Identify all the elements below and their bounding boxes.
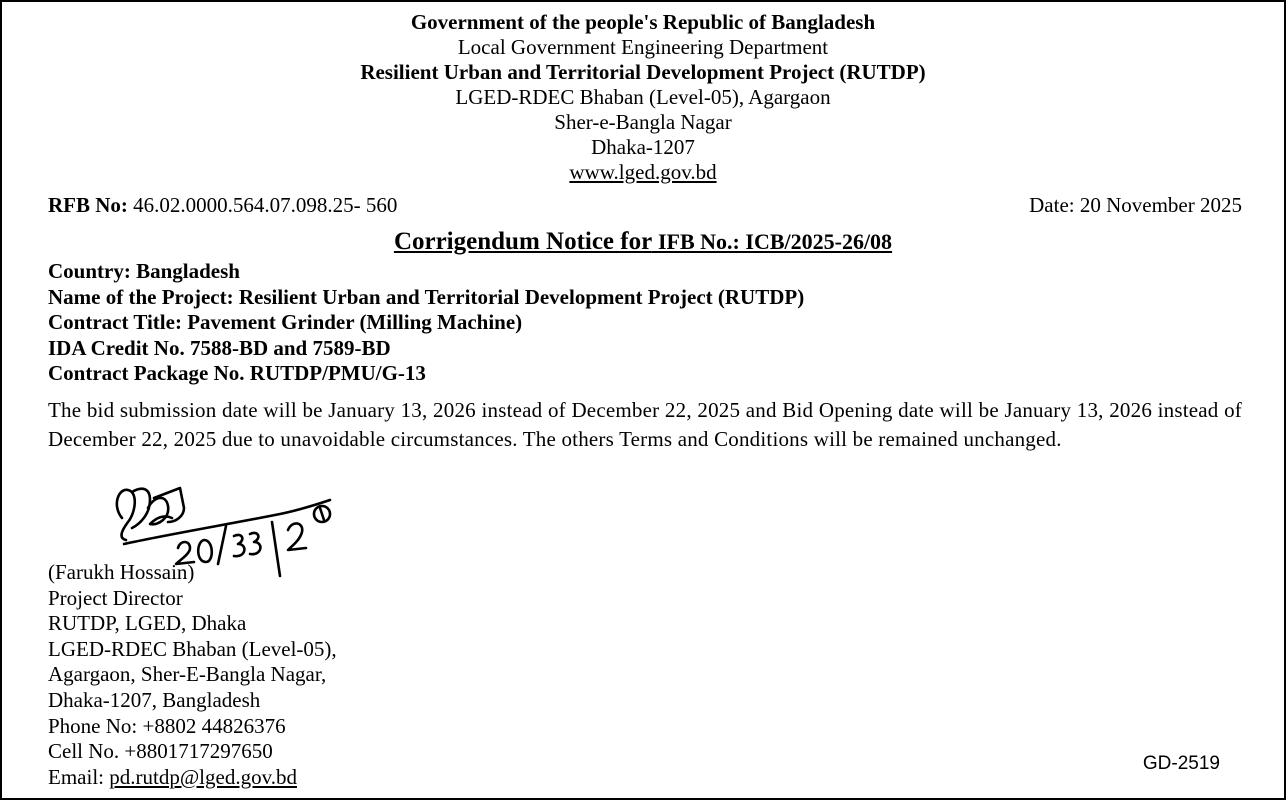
signatory-address-line2: Agargaon, Sher-E-Bangla Nagar, [48,662,327,687]
project-name-detail: Name of the Project: Resilient Urban and Territorial Development Project (RUTDP) [48,284,805,309]
contract-details [48,259,804,387]
signatory-phone: Phone No: +8802 44826376 [48,713,286,738]
office-address-line3: Dhaka-1207 [591,135,695,159]
signatory-cell: Cell No. +8801717297650 [48,739,273,764]
signatory-address-line1: LGED-RDEC Bhaban (Level-05), [48,636,337,661]
government-title: Government of the people's Republic of Bangladesh [410,10,876,34]
gd-code: GD-2519 [1142,753,1220,774]
department-name: Local Government Engineering Department [457,35,829,59]
corrigendum-text: The bid submission date will be January 13, 2026 instead of December 22, 2025 and Bid Opening date will be January 13, 2026 instead of December 22, 2025 due to unavoidable circumstances. The others Terms and Conditions will be remained unchanged. [48,398,1242,451]
rfb-number [48,193,397,218]
letterhead [0,10,1286,185]
signatory-designation: Project Director [48,585,183,610]
date-label: Date: [1029,193,1075,217]
ifb-number: IFB No.: ICB/2025-26/08 [658,229,893,254]
signatory-address-line3: Dhaka-1207, Bangladesh [48,687,261,712]
rfb-label: RFB No: [48,193,128,217]
notice-date [1029,193,1242,218]
project-name: Resilient Urban and Territorial Development Project (RUTDP) [360,60,926,84]
email-link[interactable]: pd.rutdp@lged.gov.bd [109,764,297,789]
office-address-line2: Sher-e-Bangla Nagar [554,110,732,134]
office-address-line1: LGED-RDEC Bhaban (Level-05), Agargaon [455,85,831,109]
signatory-email-row [48,765,337,791]
contract-title: Contract Title: Pavement Grinder (Milling Machine) [48,310,523,334]
website-link[interactable]: www.lged.gov.bd [569,160,717,184]
ida-credit: IDA Credit No. 7588-BD and 7589-BD [48,335,391,360]
contract-package: Contract Package No. RUTDP/PMU/G-13 [48,361,426,385]
signatory-name: (Farukh Hossain) [48,560,195,584]
country: Country: Bangladesh [48,259,240,283]
notice-title [0,228,1286,256]
rfb-value: 46.02.0000.564.07.098.25- 560 [133,193,398,217]
reference-row [48,193,1242,221]
email-label: Email: [48,764,104,789]
date-value: 20 November 2025 [1079,193,1242,217]
signatory-office: RUTDP, LGED, Dhaka [48,611,247,636]
signatory-block [48,560,337,790]
notice-title-text: Corrigendum Notice for [393,228,652,255]
